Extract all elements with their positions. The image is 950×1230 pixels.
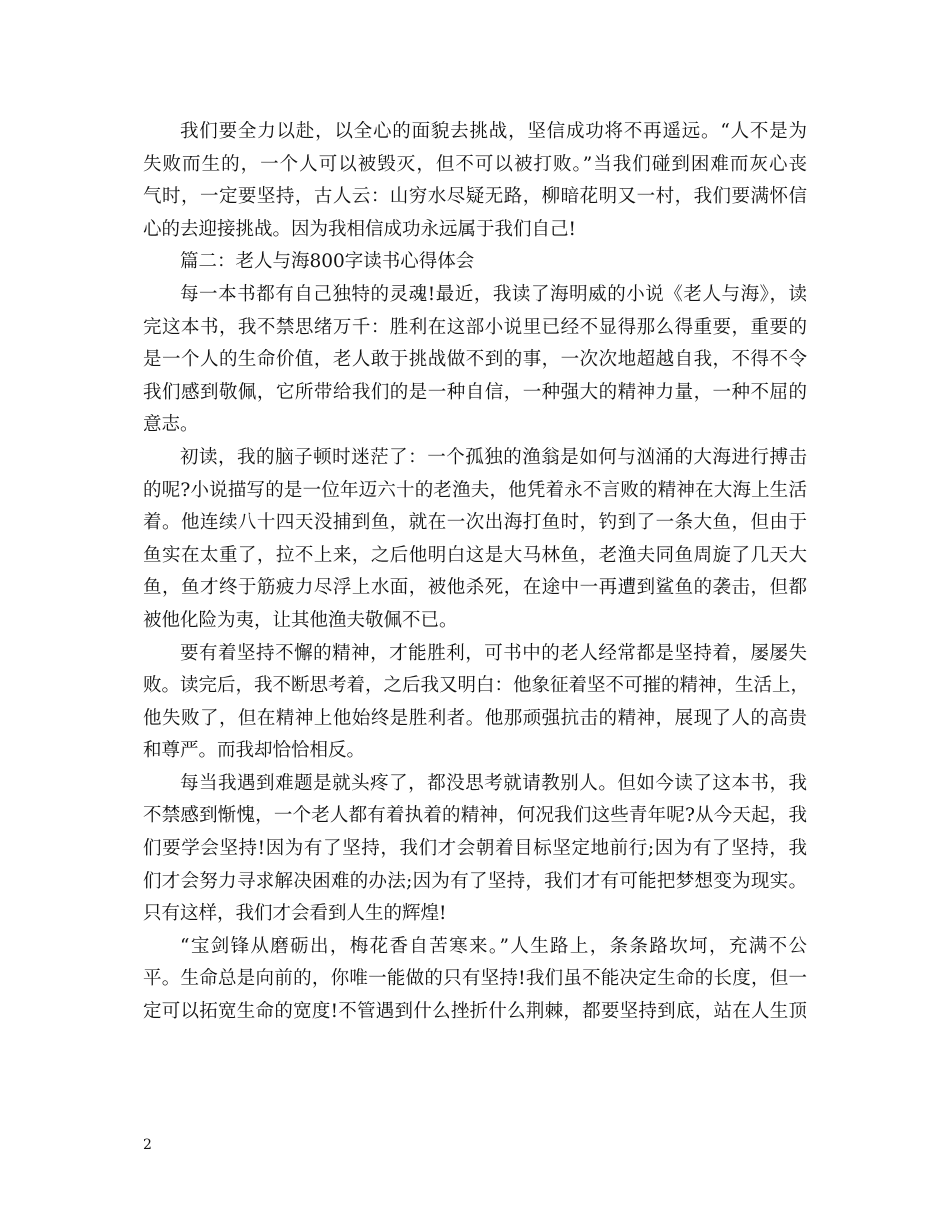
text-line: 们要学会坚持!因为有了坚持，我们才会朝着目标坚定地前行;因为有了坚持，我 [143, 838, 807, 860]
text-line: 定可以拓宽生命的宽度!不管遇到什么挫折什么荆棘，都要坚持到底，站在人生顶 [143, 1001, 807, 1023]
text-line: 心的去迎接挑战。因为我相信成功永远属于我们自己! [143, 218, 576, 240]
text-line: 失败而生的，一个人可以被毁灭，但不可以被打败。”当我们碰到困难而灰心丧 [143, 153, 807, 175]
text-line: 着。他连续八十四天没捕到鱼，就在一次出海打鱼时，钓到了一条大鱼，但由于 [143, 512, 807, 534]
text-line: 只有这样，我们才会看到人生的辉煌! [143, 903, 447, 925]
text-line: 的呢?小说描写的是一位年迈六十的老渔夫，他凭着永不言败的精神在大海上生活 [143, 479, 807, 501]
text-line: 每一本书都有自己独特的灵魂!最近，我读了海明威的小说《老人与海》，读 [180, 283, 807, 305]
text-line: 被他化险为夷，让其他渔夫敬佩不已。 [143, 609, 458, 631]
text-line: 和尊严。而我却恰恰相反。 [143, 740, 366, 762]
text-line: 平。生命总是向前的，你唯一能做的只有坚持!我们虽不能决定生命的长度，但一 [143, 968, 807, 990]
text-line: 我们感到敬佩，它所带给我们的是一种自信，一种强大的精神力量，一种不屈的 [143, 381, 807, 403]
page-number: 2 [143, 1137, 152, 1153]
text-line: 败。读完后，我不断思考着，之后我又明白：他象征着坚不可摧的精神，生活上， [143, 675, 810, 697]
text-line: 初读，我的脑子顿时迷茫了：一个孤独的渔翁是如何与汹涌的大海进行搏击 [180, 446, 807, 468]
text-line: 气时，一定要坚持，古人云：山穷水尽疑无路，柳暗花明又一村，我们要满怀信 [143, 186, 807, 208]
body-text [143, 116, 810, 1029]
text-line: 每当我遇到难题是就头疼了，都没思考就请教别人。但如今读了这本书，我 [180, 772, 807, 794]
text-line: 篇二：老人与海800字读书心得体会 [180, 251, 475, 273]
text-line: 要有着坚持不懈的精神，才能胜利，可书中的老人经常都是坚持着，屡屡失 [180, 642, 807, 664]
text-line: “宝剑锋从磨砺出，梅花香自苦寒来。”人生路上，条条路坎坷，充满不公 [180, 935, 807, 957]
text-line: 意志。 [143, 414, 199, 436]
text-line: 鱼实在太重了，拉不上来，之后他明白这是大马林鱼，老渔夫同鱼周旋了几天大 [143, 544, 807, 566]
text-line: 们才会努力寻求解决困难的办法;因为有了坚持，我们才有可能把梦想变为现实。 [143, 870, 807, 892]
text-line: 不禁感到惭愧，一个老人都有着执着的精神，何况我们这些青年呢?从今天起，我 [143, 805, 807, 827]
text-line: 完这本书，我不禁思绪万千：胜利在这部小说里已经不显得那么得重要，重要的 [143, 316, 807, 338]
text-line: 他失败了，但在精神上他始终是胜利者。他那顽强抗击的精神，展现了人的高贵 [143, 707, 807, 729]
text-line: 鱼，鱼才终于筋疲力尽浮上水面，被他杀死，在途中一再遭到鲨鱼的袭击，但都 [143, 577, 807, 599]
text-line: 我们要全力以赴，以全心的面貌去挑战，坚信成功将不再遥远。“人不是为 [180, 121, 807, 142]
text-line: 是一个人的生命价值，老人敢于挑战做不到的事，一次次地超越自我，不得不令 [143, 349, 807, 371]
